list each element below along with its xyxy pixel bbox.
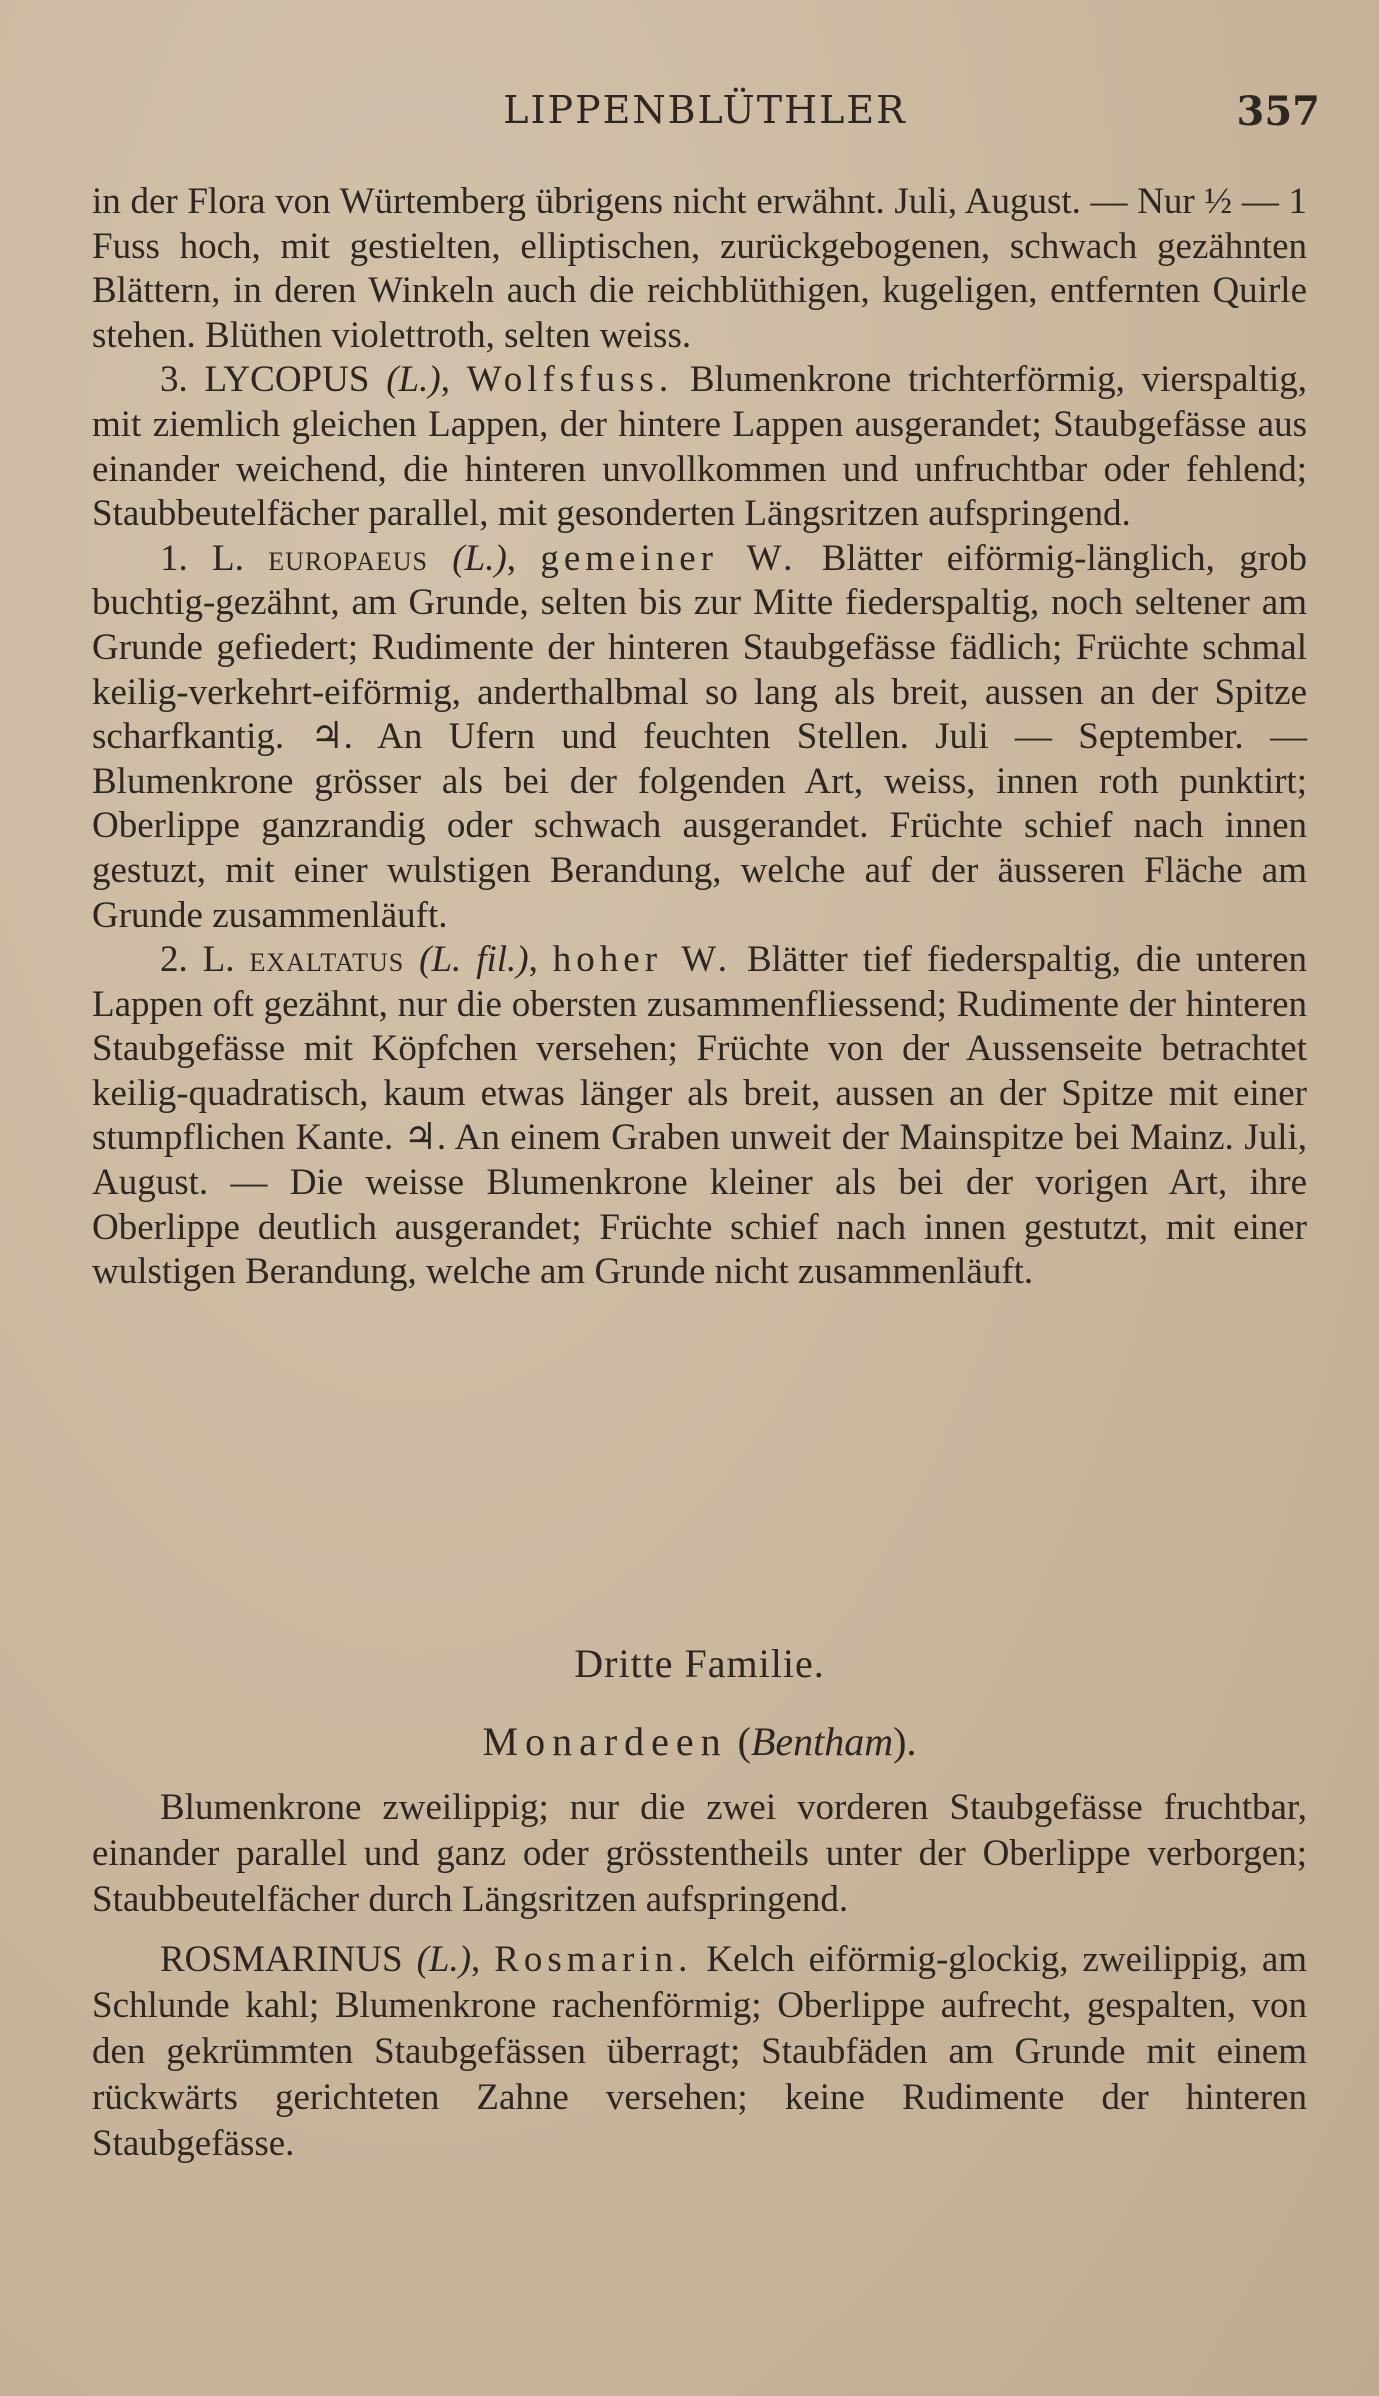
- species-author: (L.): [452, 537, 507, 579]
- family-heading: Dritte Familie.: [574, 1641, 825, 1686]
- genus-author: (L.): [386, 359, 441, 401]
- genus-lycopus-entry: 3. LYCOPUS (L.), Wolfsfuss. Blumenkrone trichterförmig, vierspaltig, mit ziemlich gleichen Lappen, der hintere Lappen ausgerandet; Staubgefässe aus einander weichend, die hinteren unvollkommen und unfruchtbar oder fehlend; Staubbeutelfächer parallel, mit gesonderten Längsritzen aufspringend.: [92, 359, 1308, 535]
- family-description: Blumenkrone zweilippig; nur die zwei vorderen Staubgefässe fruchtbar, einander parallel und ganz oder grösstentheils unter der Oberlippe verborgen; Staubbeutelfächer durch Längsritzen aufspringend.: [92, 1787, 1307, 1920]
- family-name-heading: Monardeen (Bentham).: [482, 1719, 917, 1764]
- genus-description: Kelch eiförmig-glockig, zweilippig, am Schlunde kahl; Blumenkrone rachenförmig; Oberlippe aufrecht, gespalten, von den gekrümmten Staubgefässen überragt; Staubfäden am Grunde mit einem rückwärts gerichteten Zahne versehen; keine Rudimente der hinteren Staubgefässe.: [92, 1939, 1308, 2164]
- family-author: Bentham: [750, 1719, 894, 1764]
- species-common-name: hoher W.: [552, 939, 733, 981]
- running-head: LIPPENBLÜTHLER: [503, 88, 907, 132]
- genus-common-name: Rosmarin.: [494, 1939, 693, 1980]
- genus-rosmarinus-entry: ROSMARINUS (L.), Rosmarin. Kelch eiförmig-glockig, zweilippig, am Schlunde kahl; Blumenkrone rachenförmig; Oberlippe aufrecht, gespalten, von den gekrümmten Staubgefässen überragt; Staubfäden am Grunde mit einem rückwärts gerichteten Zahne versehen; keine Rudimente der hinteren Staubgefässe.: [92, 1939, 1308, 2164]
- species-number: 2. L.: [160, 939, 235, 981]
- species-description: Blätter eiförmig-länglich, grob buchtig-gezähnt, am Grunde, selten bis zur Mitte fiederspaltig, noch seltener am Grunde gefiedert; Rudimente der hinteren Staubgefässe fädlich; Früchte schmal keilig-verkehrt-eiförmig, anderthalbmal so lang als breit, aussen an der Spitze scharfkantig. ♃. An Ufern und feuchten Stellen. Juli — September. — Blumenkrone grösser als bei der folgenden Art, weiss, innen roth punktirt; Oberlippe ganzrandig oder schwach ausgerandet. Früchte schief nach innen gestuzt, mit einer wulstigen Berandung, welche auf der äusseren Fläche am Grunde zusammenläuft.: [92, 537, 1308, 936]
- genus-common-name: Wolfsfuss.: [466, 359, 674, 401]
- genus-number: 3.: [160, 359, 188, 401]
- genus-name: ROSMARINUS: [160, 1939, 403, 1980]
- family-text: [92, 1785, 1307, 2181]
- species-exaltatus-entry: 2. L. exaltatus (L. fil.), hoher W. Blätter tief fiederspaltig, die unteren Lappen oft gezähnt, nur die obersten zusammenfliessend; Rudimente der hinteren Staubgefässe mit Köpfchen versehen; Früchte von der Aussenseite betrachtet keilig-quadratisch, kaum etwas länger als breit, aussen an der Spitze mit einer stumpflichen Kante. ♃. An einem Graben unweit der Mainspitze bei Mainz. Juli, August. — Die weisse Blumenkrone kleiner als bei der vorigen Art, ihre Oberlippe deutlich ausgerandet; Früchte schief nach innen gestutzt, mit einer wulstigen Berandung, welche am Grunde nicht zusammenläuft.: [92, 939, 1307, 1293]
- species-name: exaltatus: [249, 939, 405, 981]
- page-header: [90, 88, 1320, 148]
- species-europaeus-entry: 1. L. europaeus (L.), gemeiner W. Blätter eiförmig-länglich, grob buchtig-gezähnt, am Grunde, selten bis zur Mitte fiederspaltig, noch seltener am Grunde gefiedert; Rudimente der hinteren Staubgefässe fädlich; Früchte schmal keilig-verkehrt-eiförmig, anderthalbmal so lang als breit, aussen an der Spitze scharfkantig. ♃. An Ufern und feuchten Stellen. Juli — September. — Blumenkrone grösser als bei der folgenden Art, weiss, innen roth punktirt; Oberlippe ganzrandig oder schwach ausgerandet. Früchte schief nach innen gestuzt, mit einer wulstigen Berandung, welche auf der äusseren Fläche am Grunde zusammenläuft.: [92, 537, 1308, 936]
- genus-description: Blumenkrone trichterförmig, vierspaltig, mit ziemlich gleichen Lappen, der hintere Lappen ausgerandet; Staubgefässe aus einander weichend, die hinteren unvollkommen und unfruchtbar oder fehlend; Staubbeutelfächer parallel, mit gesonderten Längsritzen aufspringend.: [92, 359, 1308, 535]
- page-number: 357: [1236, 88, 1320, 135]
- genus-name: LYCOPUS: [204, 359, 370, 401]
- family-name: Monardeen: [482, 1719, 728, 1764]
- species-common-name: gemeiner W.: [540, 537, 798, 579]
- species-author: (L. fil.): [419, 939, 529, 981]
- paragraph-continuation: in der Flora von Würtemberg übrigens nicht erwähnt. Juli, August. — Nur ½ — 1 Fuss hoch, mit gestielten, elliptischen, zurückgebogenen, schwach gezähnten Blättern, in deren Winkeln auch die reichblüthigen, kugeligen, entfernten Quirle stehen. Blüthen violettroth, selten weiss.: [92, 181, 1307, 356]
- species-description: Blätter tief fiederspaltig, die unteren Lappen oft gezähnt, nur die obersten zusammenfliessend; Rudimente der hinteren Staubgefässe mit Köpfchen versehen; Früchte von der Aussenseite betrachtet keilig-quadratisch, kaum etwas länger als breit, aussen an der Spitze mit einer stumpflichen Kante. ♃. An einem Graben unweit der Mainspitze bei Mainz. Juli, August. — Die weisse Blumenkrone kleiner als bei der vorigen Art, ihre Oberlippe deutlich ausgerandet; Früchte schief nach innen gestutzt, mit einer wulstigen Berandung, welche am Grunde nicht zusammenläuft.: [92, 939, 1307, 1293]
- genus-author: (L.): [416, 1939, 472, 1980]
- main-text: [92, 180, 1307, 1295]
- species-name: europaeus: [268, 537, 428, 579]
- species-number: 1. L.: [160, 537, 244, 579]
